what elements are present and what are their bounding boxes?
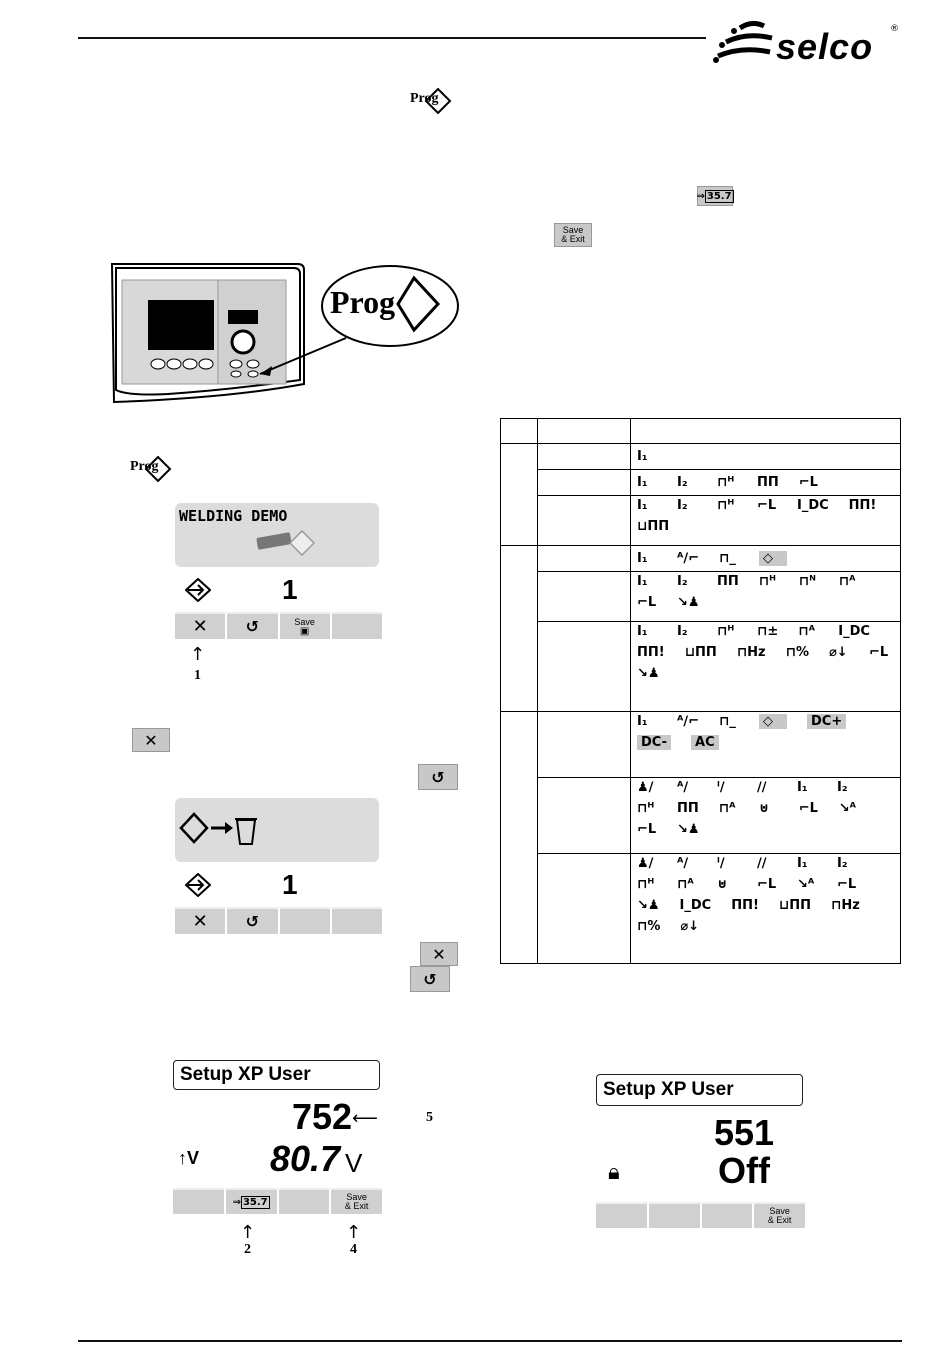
setup-left-param-number: 752 xyxy=(292,1096,353,1137)
prog-diamond-icon xyxy=(394,274,444,334)
brand-registered: ® xyxy=(890,24,899,34)
lock-icon: 🔒︎ xyxy=(608,1160,620,1185)
setup-right-title: Setup XP User xyxy=(596,1074,803,1106)
parameter-symbol-icon: I_DC xyxy=(679,898,712,913)
demo-lcd xyxy=(175,503,379,567)
parameter-symbol-icon: ᴬ∕ xyxy=(677,856,689,871)
parameter-symbol-icon: I₂ xyxy=(837,856,848,871)
table-symbol-cell xyxy=(631,444,901,470)
undo-icon: ↺ xyxy=(245,617,260,636)
callout-2: 2 xyxy=(244,1242,251,1257)
table-group-cell xyxy=(501,444,538,546)
parameter-symbol-icon: ΠΠ xyxy=(717,574,739,589)
parameter-symbol-icon: ↘♟ xyxy=(637,666,660,681)
parameter-symbol-icon: ᴬ∕⌐ xyxy=(677,714,699,729)
setup-left-button-1[interactable] xyxy=(173,1188,226,1214)
parameter-symbol-icon: ⌐L xyxy=(837,877,857,892)
table-sub-cell xyxy=(538,470,631,496)
undo-button-icon: ↺ xyxy=(418,764,458,790)
table-symbol-cell xyxy=(631,778,901,854)
cancel-button-icon: ✕ xyxy=(132,728,170,752)
table-sub-cell xyxy=(538,854,631,964)
parameter-symbol-icon: I₁ xyxy=(797,780,808,795)
table-symbol-cell xyxy=(631,712,901,778)
parameter-symbol-icon: ⊓ᴴ xyxy=(717,474,735,490)
table-sub-cell xyxy=(538,778,631,854)
table-row xyxy=(501,419,901,444)
table-sub-cell xyxy=(538,546,631,572)
setup-left-button-bar xyxy=(173,1188,382,1214)
table-symbol-cell xyxy=(631,622,901,712)
setup-left-param-unit: V xyxy=(345,1148,363,1178)
setup-right-param-value: Off xyxy=(718,1150,770,1191)
parameter-symbol-icon: ⌐L xyxy=(757,498,777,513)
floppy-icon: ▣ xyxy=(299,625,310,637)
parameter-symbol-icon: ˡ∕ xyxy=(717,856,725,871)
parameter-symbol-icon: ⊓ᴬ xyxy=(718,801,736,816)
demo-back-button[interactable] xyxy=(227,612,279,639)
parameter-symbol-icon: ᴬ∕ xyxy=(677,780,689,795)
parameter-symbol-icon: ⌐L xyxy=(868,645,889,660)
parameter-symbol-icon: ⊓ᴴ xyxy=(717,498,735,513)
brand-name: selco xyxy=(776,26,874,67)
recall-diamond-icon xyxy=(289,530,315,556)
table-row xyxy=(501,854,901,964)
setup-left-button-3[interactable] xyxy=(279,1188,332,1214)
demo-cancel-button[interactable] xyxy=(175,612,227,639)
close-icon: ✕ xyxy=(192,616,208,637)
table-sub-cell xyxy=(538,712,631,778)
footer-rule xyxy=(78,1340,902,1342)
delete-empty-button-3[interactable] xyxy=(280,907,332,934)
demo-empty-button[interactable] xyxy=(332,612,382,639)
table-sub-cell xyxy=(538,496,631,546)
table-group-cell xyxy=(501,419,538,444)
demo-save-button[interactable]: Save ▣ xyxy=(280,612,332,639)
parameter-symbol-icon: I_DC xyxy=(838,624,870,639)
setup-right-button-bar xyxy=(596,1202,805,1228)
enter-arrow-icon-2 xyxy=(185,873,211,897)
parameter-symbol-icon: ♟∕ xyxy=(637,856,654,871)
table-symbol-cell xyxy=(631,546,901,572)
parameter-symbol-icon: ⊓_ xyxy=(718,714,736,729)
table-row xyxy=(501,496,901,546)
parameter-symbol-icon: ⊓ᴴ xyxy=(758,574,776,589)
page-value-button-icon: ⇒ 35.7 xyxy=(697,186,733,206)
parameter-symbol-icon: ↘ᴬ xyxy=(797,877,815,892)
table-row xyxy=(501,622,901,712)
parameter-symbol-icon: I₁ xyxy=(637,474,648,490)
parameter-symbol-icon: I₁ xyxy=(637,498,648,513)
parameter-symbol-icon: I₁ xyxy=(637,624,648,639)
setup-right-button-2[interactable] xyxy=(649,1202,702,1228)
parameter-symbol-icon: ΠΠ! xyxy=(637,645,665,660)
parameter-symbol-icon: I₂ xyxy=(677,574,688,589)
parameter-symbol-icon: ∕∕ xyxy=(757,856,767,871)
table-row xyxy=(501,470,901,496)
prog-icon: Prog xyxy=(410,88,450,114)
table-group-cell xyxy=(501,712,538,964)
demo-button-bar xyxy=(175,612,382,639)
table-group-cell xyxy=(501,546,538,712)
setup-left-param-value: 80.7 xyxy=(270,1138,341,1179)
parameter-symbol-table xyxy=(500,418,901,964)
parameter-symbol-icon: ⌐L xyxy=(637,822,657,837)
parameter-symbol-icon: ⌐L xyxy=(798,474,818,490)
parameter-symbol-icon: ᴬ∕⌐ xyxy=(677,550,699,566)
callout-arrow-5: ⟵ xyxy=(352,1108,378,1129)
callout-arrow-2: ↑ xyxy=(240,1222,256,1243)
parameter-symbol-icon: I₁ xyxy=(637,550,648,566)
setup-left-save-exit-button[interactable]: Save & Exit xyxy=(331,1188,382,1214)
parameter-symbol-icon: ◇ xyxy=(759,714,787,729)
delete-counter: 1 xyxy=(282,869,298,900)
parameter-symbol-icon: ⌐L xyxy=(798,801,818,816)
parameter-symbol-icon: ↘♟ xyxy=(677,822,700,837)
parameter-symbol-icon: ∕∕ xyxy=(757,780,767,795)
memory-chip-icon xyxy=(256,532,292,550)
setup-right-param-number: 551 xyxy=(714,1112,775,1153)
delete-cancel-button[interactable] xyxy=(175,907,227,934)
parameter-symbol-icon: ⊓ᴴ xyxy=(637,801,655,816)
selco-logo xyxy=(712,18,902,70)
parameter-symbol-icon: ⊓ᴺ xyxy=(798,574,816,589)
callout-5: 5 xyxy=(426,1110,433,1125)
callout-arrow-1: ↑ xyxy=(190,644,206,665)
delete-empty-button-4[interactable] xyxy=(332,907,382,934)
parameter-symbol-icon: I₂ xyxy=(837,780,848,795)
parameter-symbol-icon: ⊓± xyxy=(757,624,779,639)
parameter-symbol-icon: I_DC xyxy=(797,498,829,513)
table-sub-cell xyxy=(538,622,631,712)
parameter-symbol-icon: ⊓ᴬ xyxy=(798,624,815,639)
table-sub-cell xyxy=(538,572,631,622)
parameter-symbol-icon: I₂ xyxy=(677,498,688,513)
parameter-symbol-icon: ⌐L xyxy=(757,877,777,892)
table-row xyxy=(501,546,901,572)
table-sub-cell xyxy=(538,419,631,444)
parameter-symbol-icon: AC xyxy=(691,735,719,750)
parameter-symbol-icon: I₁ xyxy=(797,856,808,871)
table-row xyxy=(501,444,901,470)
setup-right-button-3[interactable] xyxy=(702,1202,755,1228)
setup-left-param-icon: ↑V xyxy=(178,1148,200,1168)
header-rule xyxy=(78,37,706,39)
prog-icon-2: Prog xyxy=(130,456,170,482)
cancel-button-icon-2: ✕ xyxy=(420,942,458,966)
delete-back-button[interactable] xyxy=(227,907,279,934)
callout-4: 4 xyxy=(350,1242,357,1257)
table-row xyxy=(501,712,901,778)
parameter-symbol-icon: DC+ xyxy=(807,714,846,729)
save-exit-button-icon: Save & Exit xyxy=(554,223,592,247)
parameter-symbol-icon: ♟∕ xyxy=(637,780,654,795)
parameter-symbol-icon: ⊓ᴬ xyxy=(677,877,694,892)
parameter-symbol-icon: ◇ xyxy=(759,551,787,566)
parameter-symbol-icon: ⊓ᴴ xyxy=(637,877,655,892)
enter-arrow-icon xyxy=(185,578,211,602)
parameter-symbol-icon: ⌀↓ xyxy=(680,919,700,934)
prog-callout-label: Prog xyxy=(330,284,396,320)
parameter-symbol-icon: ↘ᴬ xyxy=(838,801,856,816)
callout-arrow-4: ↑ xyxy=(346,1222,362,1243)
parameter-symbol-icon: ⊓Hz xyxy=(831,898,860,913)
parameter-symbol-icon: ΠΠ! xyxy=(731,898,759,913)
parameter-symbol-icon: ↘♟ xyxy=(637,898,660,913)
delete-button-bar xyxy=(175,907,382,934)
parameter-symbol-icon: ˡ∕ xyxy=(717,780,725,795)
table-row xyxy=(501,572,901,622)
callout-1: 1 xyxy=(194,668,201,683)
parameter-symbol-icon: ΠΠ! xyxy=(848,498,877,513)
undo-button-icon-2: ↺ xyxy=(410,966,450,992)
table-symbol-cell xyxy=(631,496,901,546)
table-symbol-cell xyxy=(631,854,901,964)
setup-left-title: Setup XP User xyxy=(173,1060,380,1090)
parameter-symbol-icon: ⊔ΠΠ xyxy=(778,898,812,913)
table-symbol-cell xyxy=(631,470,901,496)
table-symbol-cell xyxy=(631,572,901,622)
parameter-symbol-icon: I₁ xyxy=(637,714,648,729)
setup-right-button-1[interactable] xyxy=(596,1202,649,1228)
parameter-symbol-icon: ⊓% xyxy=(637,919,661,934)
parameter-symbol-icon: ΠΠ xyxy=(757,474,779,490)
demo-title: WELDING DEMO xyxy=(179,507,288,525)
parameter-symbol-icon: I₁ xyxy=(637,574,648,589)
parameter-symbol-icon: ⌀↓ xyxy=(828,645,848,660)
parameter-symbol-icon: I₁ xyxy=(637,448,648,464)
parameter-symbol-icon: I₂ xyxy=(677,474,688,490)
parameter-symbol-icon: ⊓% xyxy=(785,645,809,660)
parameter-symbol-icon: ⊓Hz xyxy=(736,645,766,660)
setup-right-save-exit-button[interactable]: Save & Exit xyxy=(754,1202,805,1228)
parameter-symbol-icon: ΠΠ xyxy=(677,801,699,816)
parameter-symbol-icon: I₂ xyxy=(677,624,688,639)
setup-left-page-button[interactable]: ⇒ 35.7 xyxy=(226,1188,279,1214)
parameter-symbol-icon: ⊓ᴴ xyxy=(717,624,735,639)
parameter-symbol-icon: ⊓ᴬ xyxy=(838,574,856,589)
parameter-symbol-icon: ⊍ xyxy=(717,877,728,892)
demo-counter: 1 xyxy=(282,574,298,605)
parameter-symbol-icon: ↘♟ xyxy=(677,595,700,610)
close-icon: ✕ xyxy=(192,911,208,932)
delete-to-trash-icon xyxy=(179,810,259,850)
undo-icon: ↺ xyxy=(245,912,260,931)
table-symbol-cell xyxy=(631,419,901,444)
table-sub-cell xyxy=(538,444,631,470)
control-panel-illustration xyxy=(108,262,468,407)
table-row xyxy=(501,778,901,854)
parameter-symbol-icon: DC- xyxy=(637,735,671,750)
delete-lcd xyxy=(175,798,379,862)
parameter-symbol-icon: ⊔ΠΠ xyxy=(637,519,670,534)
parameter-symbol-icon: ⊓_ xyxy=(718,550,736,566)
parameter-symbol-icon: ⊍ xyxy=(758,801,770,816)
parameter-symbol-icon: ⌐L xyxy=(637,595,657,610)
parameter-symbol-icon: ⊔ΠΠ xyxy=(684,645,717,660)
